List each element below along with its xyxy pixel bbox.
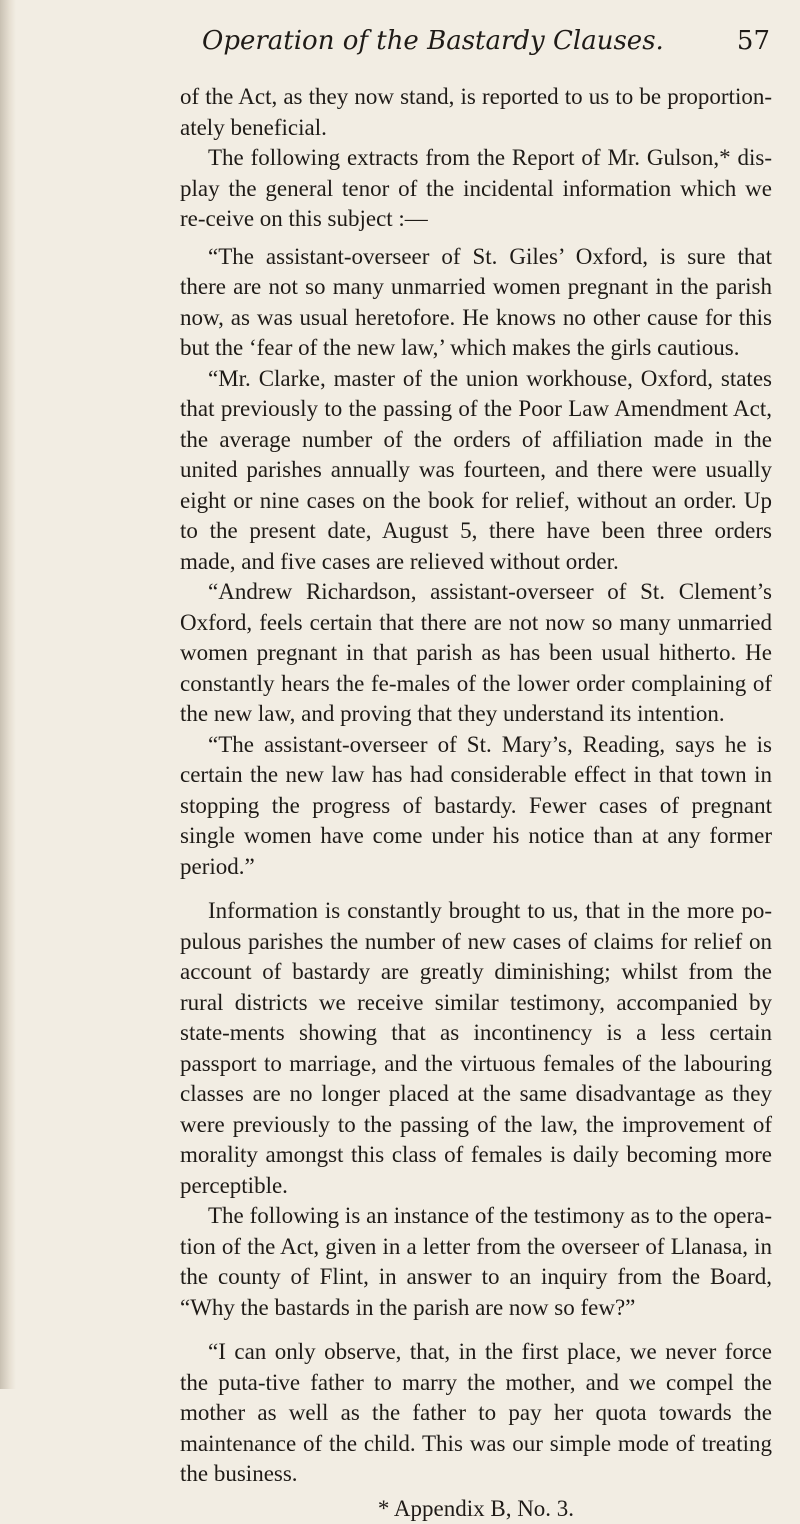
page-number: 57 xyxy=(737,26,770,56)
page-binding-edge xyxy=(0,0,16,1389)
quote-overseer-letter: “I can only observe, that, in the first place, we never force the puta-tive father to marry the mother, and we compel the mother as well as the father to pay her quota towards the maintenance of the child. This was our simple mode of treating the business. xyxy=(180,1337,772,1490)
paragraph-information: Information is constantly brought to us, that in the more po-pulous parishes the number of new cases of claims for relief on account of bastardy are greatly diminishing; whilst from the rural districts we receive similar testimony, accompanied by state-ments showing that as incontinency is a less certain passport to marriage, and the virtuous females of the labouring classes are no longer placed at the same disadvantage as they were previously to the passing of the law, the improvement of morality amongst this class of females is daily becoming more perceptible. xyxy=(180,896,772,1201)
quote-mr-clarke: “Mr. Clarke, master of the union workhouse, Oxford, states that previously to the passing of the Poor Law Amendment Act, the average number of the orders of affiliation made in the united parishes annually was fourteen, and there were usually eight or nine cases on the book for relief, without an order. Up to the present date, August 5, there have been three orders made, and five cases are relieved without order. xyxy=(180,364,772,578)
book-page xyxy=(150,26,770,72)
paragraph-llanasa: The following is an instance of the testimony as to the opera-tion of the Act, given in a letter from the overseer of Llanasa, in the county of Flint, in answer to an inquiry from the Board, “Why the bastards in the parish are now so few?” xyxy=(180,1201,772,1323)
quote-st-giles: “The assistant-overseer of St. Giles’ Oxford, is sure that there are not so many unmarried women pregnant in the parish now, as was usual heretofore. He knows no other cause for this but the ‘fear of the new law,’ which makes the girls cautious. xyxy=(180,242,772,364)
quote-st-marys: “The assistant-overseer of St. Mary’s, Reading, says he is certain the new law has had considerable effect in that town in stopping the progress of bastardy. Fewer cases of pregnant single women have come under his notice than at any former period.” xyxy=(180,730,772,883)
footnote: * Appendix B, No. 3. xyxy=(180,1494,772,1524)
page-body xyxy=(180,82,772,1524)
running-header xyxy=(150,26,770,72)
paragraph-continuation: of the Act, as they now stand, is reported to us to be proportion-ately beneficial. xyxy=(180,82,772,143)
quote-richardson: “Andrew Richardson, assistant-overseer of St. Clement’s Oxford, feels certain that there are not now so many unmarried women pregnant in that parish as has been usual hitherto. He constantly hears the fe-males of the lower order complaining of the new law, and proving that they understand its intention. xyxy=(180,577,772,730)
paragraph-intro: The following extracts from the Report of Mr. Gulson,* dis-play the general tenor of the incidental information which we re-ceive on this subject :— xyxy=(180,143,772,235)
running-title: Operation of the Bastardy Clauses. xyxy=(202,26,664,56)
